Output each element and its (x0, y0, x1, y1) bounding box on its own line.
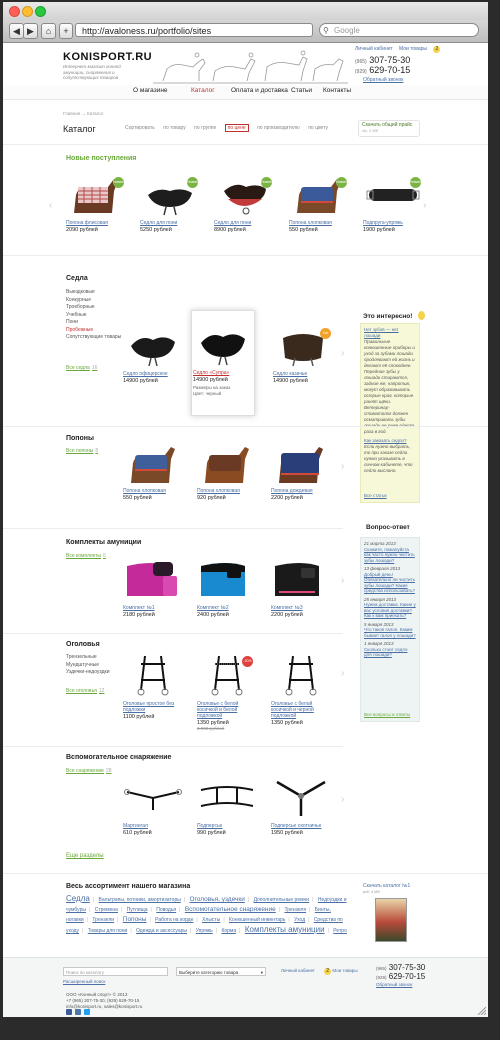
tag-link[interactable]: Седла (66, 894, 90, 903)
product-price: 14900 рублей (123, 378, 158, 384)
footer-phone-1 (376, 963, 425, 972)
product-card[interactable] (271, 558, 331, 618)
sets-title: Комплекты амуниции (66, 539, 142, 546)
interesting-box (360, 323, 420, 503)
product-price: 920 рублей (197, 495, 226, 501)
blanket-image (289, 173, 349, 217)
address-bar[interactable]: http://avaloness.ru/portfolio/sites (75, 23, 313, 37)
product-name[interactable]: Оголовье с белой косичкой и черной подложкой (271, 701, 314, 719)
all-sets-link[interactable] (66, 553, 106, 559)
product-name[interactable]: Седло «Супра» (193, 370, 230, 376)
all-saddles-count: 16 (91, 365, 98, 371)
product-card[interactable] (123, 558, 183, 618)
phone-1-number: 307-75-30 (369, 55, 411, 65)
home-button[interactable]: ⌂ (41, 23, 56, 39)
discount-badge: -20% (242, 656, 253, 667)
horses-illustration (153, 49, 348, 87)
close-window-button[interactable] (9, 6, 20, 17)
tag-separator: | (120, 907, 123, 913)
tag-link[interactable]: Бинты, ногавки (66, 907, 331, 923)
qa-question-link[interactable]: Что такое галоп. Каким бывает галоп у лошади? (364, 627, 416, 638)
tag-link[interactable]: Одежда и аксессуары (136, 928, 187, 934)
tag-link[interactable]: Корма (221, 928, 237, 934)
tag-link[interactable]: Средства по уходу (66, 917, 343, 934)
page-title: Каталог (63, 124, 96, 134)
subcategory-link[interactable]: Мундштучные (66, 661, 99, 668)
carousel-next-arrow[interactable]: › (423, 200, 427, 211)
all-sets-label: Все комплекты (66, 553, 101, 559)
subcategory-link[interactable]: Троеборные (66, 304, 95, 310)
qa-date: 1 января 2013 (364, 641, 394, 646)
new-badge: Новинка (261, 177, 272, 188)
saddle-image (123, 324, 183, 368)
tag-separator: | (92, 897, 95, 903)
product-price: 2180 рублей (123, 612, 155, 618)
product-price: 2200 рублей (271, 612, 303, 618)
product-card[interactable] (273, 324, 333, 384)
divider (3, 873, 488, 874)
catalog-cover-image[interactable] (375, 898, 407, 942)
tag-link[interactable]: Трензели (92, 917, 115, 923)
aux-next-arrow[interactable]: › (341, 794, 345, 805)
back-button[interactable]: ◀ (9, 23, 24, 39)
set-image (271, 558, 331, 602)
article-text: Правильные конюшенные приборы и уход за зубами лошади продлевают ей жизнь и делают её спокойнее. Передние зубы у лошади стираются, задние же, напротив, могут образовывать острые края, которые ранят щёки. Ветеринар-стоматолог должен осматривать зубы раза в год. (364, 339, 415, 434)
tag-link[interactable]: Вспомогательное снаряжение (184, 906, 276, 913)
blanket-image (66, 173, 126, 217)
qa-box (360, 537, 420, 722)
footer-phones-text: +7 (965) 307-75-30, (929) 629-70-15 (66, 998, 140, 1003)
tag-separator: | (312, 897, 314, 903)
forward-button[interactable]: ▶ (23, 23, 38, 39)
browser-search-input[interactable] (319, 23, 479, 37)
product-card[interactable] (197, 776, 257, 836)
tag-separator: | (183, 897, 186, 903)
tag-separator: | (117, 917, 119, 923)
bridles-title: Оголовья (66, 641, 100, 648)
my-goods-link[interactable]: Мои товары (399, 46, 427, 52)
tag-link[interactable]: Поводья (156, 907, 177, 913)
blankets-title: Попоны (66, 435, 95, 442)
article-text: Если нужно выбрать, то при заказе седла нужно указывать в личном кабинете, что седло выслано. (364, 444, 413, 473)
all-blankets-label: Все попоны (66, 448, 94, 454)
copyright-text: ООО «Конный спорт» © 2013 (66, 992, 128, 997)
tag-link[interactable]: Упряжь (195, 928, 213, 934)
browser-toolbar (3, 20, 488, 43)
product-price: 14900 рублей (193, 377, 228, 383)
tag-link[interactable]: Недоуздки и чумбуры (66, 897, 347, 913)
all-sets-count: 6 (103, 553, 106, 559)
interesting-title: Это интересно! (363, 313, 413, 320)
product-size-note: Размеры на заказ (193, 385, 231, 390)
footer-phone-1-number: 307-75-30 (388, 963, 426, 972)
phone-2-code: (929) (355, 69, 367, 75)
product-card[interactable] (123, 441, 183, 501)
bridle-image (197, 654, 257, 698)
subcategory-link[interactable]: Пробежные (66, 326, 94, 333)
product-card[interactable] (123, 776, 183, 836)
divider (3, 528, 343, 529)
qa-question-link[interactable]: Скажите, пожалуйста как часто нужно чистить зубы лошади? (364, 546, 415, 563)
nav-articles[interactable]: Статьи (291, 87, 313, 94)
product-price: 1950 рублей (271, 830, 303, 836)
saddle-image (140, 173, 200, 217)
article-link[interactable]: Нет зубов — нет лошади (364, 327, 399, 338)
category-select-value: Выберите категорию товара (179, 970, 239, 975)
blanket-image (271, 441, 331, 485)
footer-phone-2-code: (929) (376, 975, 387, 980)
category-tag-cloud (66, 894, 351, 936)
product-name[interactable]: Оголовье простое без подложки (123, 701, 175, 713)
footer-cart-badge: 2 (324, 968, 331, 975)
product-price: 1900 рублей (363, 227, 395, 233)
subcategory-link[interactable]: Выездковые (66, 289, 95, 295)
facebook-icon[interactable] (66, 1009, 72, 1015)
hit-badge: Хит (320, 328, 331, 339)
phone-1-code: (965) (355, 59, 367, 65)
tag-link[interactable]: Вальтрапы, потники, амортизаторы (98, 897, 181, 903)
phone-2-number: 629-70-15 (369, 65, 411, 75)
saddles-next-arrow[interactable]: › (341, 348, 345, 359)
qa-date: 5 января 2013 (364, 621, 394, 627)
product-price: 1100 рублей (123, 714, 155, 720)
product-name[interactable]: Попона флисовая (66, 220, 108, 226)
martingale-image (123, 776, 183, 820)
product-price: 550 рублей (289, 227, 318, 233)
zoom-window-button[interactable] (35, 6, 46, 17)
subcategory-link[interactable]: Конкурные (66, 296, 92, 303)
divider (3, 426, 488, 427)
all-bridles-count: 12 (98, 688, 105, 694)
product-price: 8900 рублей (214, 227, 246, 233)
product-name[interactable]: Мартингал (123, 823, 148, 829)
product-name[interactable]: Подперсье охотничье (271, 823, 322, 829)
tag-link[interactable]: Путлища (126, 907, 148, 913)
hunting-breastplate-image (271, 776, 331, 820)
product-price: 550 рублей (123, 495, 152, 501)
catalog-download[interactable] (363, 883, 423, 894)
tag-separator: | (196, 917, 198, 923)
tag-separator: | (308, 917, 310, 923)
product-name[interactable]: Комплект №1 (123, 605, 155, 611)
footer-emails-text: info@konisport.ru, sales@konisport.ru (66, 1004, 143, 1009)
footer-phone-2-number: 629-70-15 (388, 972, 426, 981)
tag-link[interactable]: Ретро (333, 928, 347, 934)
tag-separator: | (130, 928, 132, 934)
product-name[interactable]: Попона хлопковая (123, 488, 166, 494)
tag-link[interactable]: Дополнительные ремни (253, 897, 310, 903)
nav-contacts[interactable]: Контакты (323, 87, 352, 94)
product-name[interactable]: Комплект №2 (197, 605, 229, 611)
tag-separator: | (278, 907, 281, 913)
product-card[interactable] (197, 654, 257, 731)
product-price: 2200 рублей (271, 495, 303, 501)
product-price: 2400 рублей (197, 612, 229, 618)
tag-link[interactable]: Трензеля (284, 907, 307, 913)
product-color-note: Цвет: черный (193, 391, 222, 396)
new-badge: Новинка (410, 177, 421, 188)
footer-phone-2 (376, 972, 425, 981)
product-card[interactable] (197, 441, 257, 501)
product-price: 990 рублей (197, 830, 226, 836)
tag-separator: | (179, 907, 181, 913)
product-name[interactable]: Попона хлопковая (289, 220, 332, 226)
product-name[interactable]: Седло казачье (273, 371, 308, 377)
footer-account-link[interactable]: Личный кабинет (281, 968, 315, 973)
footer-search-input[interactable]: Поиск по каталогу (63, 967, 168, 976)
divider (3, 255, 488, 256)
tag-separator: | (247, 897, 250, 903)
nav-payment[interactable]: Оплата и доставка (231, 87, 288, 94)
tag-separator: | (327, 928, 329, 934)
sort-by-color[interactable]: по цвету (308, 125, 329, 131)
resize-grip-icon[interactable] (476, 1005, 486, 1015)
all-blankets-count: 8 (95, 448, 99, 454)
tag-link[interactable]: Работа на корде (155, 917, 194, 923)
product-card[interactable] (197, 558, 257, 618)
blanket-image (123, 441, 183, 485)
search-icon: ⚲ (323, 26, 329, 35)
chevron-down-icon: ▾ (260, 970, 263, 975)
callback-link[interactable]: Обратный звонок (363, 77, 404, 83)
breastplate-image (197, 776, 257, 820)
nav-catalog[interactable]: Каталог (191, 87, 215, 94)
tag-separator: | (223, 917, 225, 923)
product-card[interactable] (123, 654, 183, 720)
search-placeholder: Google (334, 26, 360, 35)
tag-separator: | (89, 907, 91, 913)
new-badge: Новинка (187, 177, 198, 188)
qa-date: 21 марта 2013 (364, 541, 396, 546)
tag-separator: | (288, 917, 290, 923)
minimize-window-button[interactable] (22, 6, 33, 17)
footer-copyright (66, 992, 142, 1010)
tag-link[interactable]: Оголовья, уздечки (189, 896, 245, 903)
tag-link[interactable]: Попоны (122, 916, 147, 923)
aux-title: Вспомогательное снаряжение (66, 754, 172, 761)
browser-window (3, 2, 488, 1017)
tag-link[interactable]: Комплекты амуниции (244, 925, 325, 934)
all-blankets-link[interactable] (66, 448, 98, 454)
phone-1 (355, 55, 410, 65)
subcategory-link[interactable]: Сопутствующие товары (66, 334, 122, 340)
phone-2 (355, 65, 410, 75)
download-price-button[interactable] (358, 120, 420, 137)
product-name[interactable]: Подперсье (197, 823, 223, 829)
saddle-image (214, 173, 274, 217)
footer-my-goods-link[interactable]: Мои товары (332, 968, 358, 973)
product-card[interactable] (289, 173, 349, 233)
product-price: 1350 рублей (271, 720, 303, 726)
tag-link[interactable]: Стремена (94, 907, 118, 913)
sort-bar (125, 125, 335, 131)
more-sections-link[interactable]: Еще разделы (66, 853, 104, 859)
catalog-download-label: Скачать каталог №1 (363, 883, 411, 889)
tag-separator: | (150, 907, 152, 913)
cart-count-badge: 2 (433, 46, 440, 53)
footer-account-links (281, 968, 358, 975)
add-bookmark-button[interactable]: + (59, 23, 73, 39)
qa-question-link[interactable]: Сколько стоит седло для лошади? (364, 646, 408, 657)
title-bar (3, 2, 488, 20)
twitter-icon[interactable] (84, 1009, 90, 1015)
all-bridles-link[interactable] (66, 688, 104, 694)
range-title: Весь ассортимент нашего магазина (66, 883, 191, 890)
subcategory-link[interactable]: Пони (66, 319, 78, 325)
lightbulb-icon (418, 311, 425, 320)
product-card[interactable] (140, 173, 200, 233)
product-old-price: 3 000 рублей (197, 726, 225, 731)
product-card[interactable] (271, 654, 331, 726)
main-nav (3, 85, 488, 100)
category-select[interactable] (176, 967, 266, 976)
carousel-prev-arrow[interactable]: ‹ (49, 200, 53, 211)
qa-question-link[interactable]: Добрый день! Обязательно ли чистить зубы лошади? Какие средства использовать? (364, 571, 415, 593)
new-arrivals-title: Новые поступления (66, 155, 137, 162)
all-saddles-link[interactable] (66, 365, 97, 371)
blanket-image (197, 441, 257, 485)
tag-separator: | (149, 917, 151, 923)
product-price: 5250 рублей (140, 227, 172, 233)
header-contacts (355, 46, 475, 53)
web-page (3, 43, 488, 1017)
footer (3, 957, 488, 1017)
product-price: 2090 рублей (66, 227, 98, 233)
blankets-next-arrow[interactable]: › (341, 461, 345, 472)
tag-link[interactable]: Конюшенный инвентарь (229, 917, 286, 923)
saddle-image (273, 324, 333, 368)
all-aux-label: Все снаряжение (66, 768, 104, 774)
product-name[interactable]: Комплект №3 (271, 605, 303, 611)
tag-separator: | (86, 917, 88, 923)
sort-by-price[interactable]: по цене (225, 124, 249, 132)
new-badge: Новинка (336, 177, 347, 188)
bridles-next-arrow[interactable]: › (341, 668, 345, 679)
product-name[interactable]: Подпруга-упряжь (363, 220, 403, 226)
catalog-download-size: pdf, 4 Мб (363, 889, 380, 894)
subcategory-link[interactable]: Учебные (66, 311, 87, 318)
girth-image (363, 173, 423, 217)
qa-date: 13 февраля 2013 (364, 566, 401, 571)
advanced-search-link[interactable]: Расширенный поиск (63, 979, 106, 984)
product-card-inner (193, 323, 253, 397)
bridle-image (123, 654, 183, 698)
product-name[interactable]: Седло для пони (214, 220, 252, 226)
all-saddles-label: Все седла (66, 365, 90, 371)
all-aux-count: 28 (105, 768, 112, 774)
vkontakte-icon[interactable] (75, 1009, 81, 1015)
sort-label: Сортировать (125, 125, 155, 131)
divider (3, 144, 488, 145)
product-name[interactable]: Попона дождевая (271, 488, 313, 494)
site-logo[interactable]: KONISPORT.RU (63, 51, 153, 63)
product-card[interactable] (66, 173, 126, 233)
product-card[interactable] (271, 441, 331, 501)
subcategory-link[interactable]: Уздечки-недоуздки (66, 669, 110, 675)
product-name[interactable]: Седло офицерское (123, 371, 168, 377)
tag-link[interactable]: Товары для пони (87, 928, 128, 934)
new-badge: Новинка (113, 177, 124, 188)
saddles-title: Седла (66, 275, 88, 282)
product-price: 1350 рублей (197, 720, 229, 726)
tag-separator: | (82, 928, 84, 934)
product-name[interactable]: Седло для пони (140, 220, 178, 226)
set-image (123, 558, 183, 602)
product-card[interactable] (214, 173, 274, 233)
all-qa-link[interactable]: Все вопросы и ответы (364, 711, 411, 717)
product-price: 14900 рублей (273, 378, 308, 384)
all-bridles-label: Все оголовья (66, 688, 97, 694)
saddle-image (193, 323, 253, 367)
set-image (197, 558, 257, 602)
subcategory-link[interactable]: Трензельные (66, 654, 97, 660)
product-card[interactable] (271, 776, 331, 836)
account-link[interactable]: Личный кабинет (355, 46, 393, 52)
product-name[interactable]: Попона хлопковая (197, 488, 240, 494)
qa-date: 25 января 2013 (364, 596, 397, 602)
tag-link[interactable]: Уход (294, 917, 306, 923)
bridle-image (271, 654, 331, 698)
article-link[interactable]: Как заказать седло? (364, 438, 407, 443)
product-card[interactable] (363, 173, 423, 233)
breadcrumb[interactable]: Главная → Каталог (63, 111, 104, 116)
qa-question-link[interactable]: Нужна доставка. Какие у вас условия доставки? Как к вам приехать? (364, 602, 416, 618)
tag-separator: | (239, 928, 241, 934)
tag-separator: | (309, 907, 311, 913)
product-name[interactable]: Оголовье с белой косичкой и белой подложкой (197, 701, 239, 719)
nav-about[interactable]: О магазине (133, 87, 168, 94)
product-price: 610 рублей (123, 830, 152, 836)
sets-next-arrow[interactable]: › (341, 575, 345, 586)
all-aux-link[interactable] (66, 768, 112, 774)
footer-callback-link[interactable]: Обратный звонок (376, 982, 413, 987)
product-card-hovered[interactable] (191, 310, 255, 416)
qa-title: Вопрос-ответ (366, 524, 410, 531)
all-articles-link[interactable]: Все статьи (364, 493, 387, 498)
sort-by-product[interactable]: по товару (163, 125, 186, 131)
sort-by-group[interactable]: по группе (194, 125, 217, 131)
download-price-size: xls, 2 Мб (362, 128, 379, 133)
sort-by-maker[interactable]: по производителю (257, 125, 300, 131)
product-card[interactable] (123, 324, 183, 384)
download-price-label: Скачать общий прайс (362, 122, 413, 128)
tag-separator: | (189, 928, 192, 934)
divider (3, 633, 343, 634)
divider (3, 746, 343, 747)
tag-link[interactable]: Хлысты (202, 917, 221, 923)
footer-phone-1-code: (965) (376, 966, 387, 971)
site-tagline: Интернет-магазин конной амуниции, снаряжения и сопутствующих товаров (63, 64, 121, 80)
bridles-subcategories (66, 654, 110, 677)
tag-separator: | (215, 928, 218, 934)
saddles-subcategories (66, 289, 121, 342)
